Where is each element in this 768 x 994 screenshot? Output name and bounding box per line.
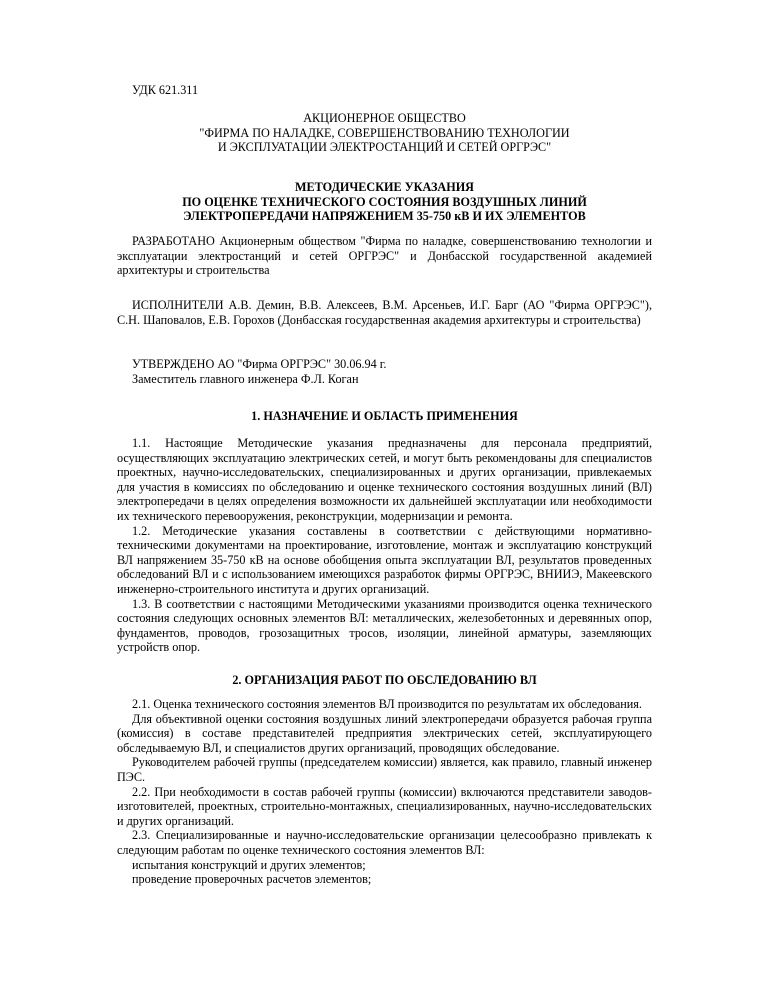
section-1-heading: 1. НАЗНАЧЕНИЕ И ОБЛАСТЬ ПРИМЕНЕНИЯ	[251, 409, 518, 423]
developed-block	[117, 234, 652, 278]
approved-line-1: УТВЕРЖДЕНО АО "Фирма ОРГРЭС" 30.06.94 г.	[132, 357, 387, 371]
section-2-paragraph: 2.2. При необходимости в состав рабочей группы (комиссии) включаются представители заводов-изготовителей, проектных, строительно-монтажных, специализированных, научно-исследовательских и других организаций.	[117, 784, 652, 828]
developed-text: РАЗРАБОТАНО Акционерным обществом "Фирма по наладке, совершенствованию технологии и эксплуатации электростанций и сетей ОРГРЭС" и Донбасской государственной академией архитектуры и строительства	[117, 234, 652, 278]
list-item: испытания конструкций и других элементов;	[132, 857, 366, 872]
udk-code: УДК 621.311	[132, 83, 199, 97]
approved-block	[117, 357, 652, 386]
org-line-3: И ЭКСПЛУАТАЦИИ ЭЛЕКТРОСТАНЦИЙ И СЕТЕЙ ОРГРЭС"	[217, 140, 552, 155]
organization-header	[117, 111, 652, 155]
org-line-1: АКЦИОНЕРНОЕ ОБЩЕСТВО	[303, 111, 466, 125]
section-2-heading: 2. ОРГАНИЗАЦИЯ РАБОТ ПО ОБСЛЕДОВАНИЮ ВЛ	[232, 673, 537, 687]
approved-line-2: Заместитель главного инженера Ф.Л. Коган	[132, 371, 359, 386]
section-2-body	[117, 697, 652, 887]
org-line-2: "ФИРМА ПО НАЛАДКЕ, СОВЕРШЕНСТВОВАНИЮ ТЕХНОЛОГИИ	[199, 125, 570, 140]
title-line-2: ПО ОЦЕНКЕ ТЕХНИЧЕСКОГО СОСТОЯНИЯ ВОЗДУШНЫХ ЛИНИЙ	[182, 194, 587, 209]
executors-text: ИСПОЛНИТЕЛИ А.В. Демин, В.В. Алексеев, В.М. Арсеньев, И.Г. Барг (АО "Фирма ОРГРЭС"), С.Н. Шаповалов, Е.В. Горохов (Донбасская государственная академия архитектуры и строительства)	[117, 298, 652, 327]
list-item: проведение проверочных расчетов элементов;	[132, 872, 372, 887]
title-line-3: ЭЛЕКТРОПЕРЕДАЧИ НАПРЯЖЕНИЕМ 35-750 кВ И ИХ ЭЛЕМЕНТОВ	[183, 209, 586, 224]
section-2-paragraph: Руководителем рабочей группы (председателем комиссии) является, как правило, главный инженер ПЭС.	[117, 755, 652, 784]
section-2-paragraph: 2.3. Специализированные и научно-исследовательские организации целесообразно привлекать к следующим работам по оценке технического состояния элементов ВЛ:	[117, 828, 652, 857]
document-title	[117, 180, 652, 224]
section-1-paragraph: 1.1. Настоящие Методические указания предназначены для персонала предприятий, осуществляющих эксплуатацию электрических сетей, и могут быть рекомендованы для специалистов проектных, научно-исследовательских, специализированных и других организации, привлекаемых для участия в комиссиях по обследованию и оценке технического состояния воздушных линий (ВЛ) электропередачи в целях определения возможности их дальнейшей эксплуатации или необходимости их технического перевооружения, реконструкции, модернизации и ремонта.	[117, 436, 652, 523]
executors-block	[117, 298, 652, 327]
section-2-paragraph: 2.1. Оценка технического состояния элементов ВЛ производится по результатам их обследования.	[132, 697, 642, 711]
section-1-paragraph: 1.3. В соответствии с настоящими Методическими указаниями производится оценка технического состояния следующих основных элементов ВЛ: металлических, железобетонных и деревянных опор, фундаментов, проводов, грозозащитных тросов, изоляции, линейной арматуры, заземляющих устройств опор.	[117, 596, 652, 655]
section-2-paragraph: Для объективной оценки состояния воздушных линий электропередачи образуется рабочая группа (комиссия) в составе представителей предприятия электрических сетей, эксплуатирующего обследываемую ВЛ, и специалистов других организаций, проводящих обследование.	[117, 711, 652, 755]
title-line-1: МЕТОДИЧЕСКИЕ УКАЗАНИЯ	[295, 180, 474, 194]
section-1-paragraph: 1.2. Методические указания составлены в соответствии с действующими нормативно-техническими документами на проектирование, изготовление, монтаж и эксплуатацию конструкций ВЛ напряжением 35-750 кВ на основе обобщения опыта эксплуатации ВЛ, результатов проведенных обследований ВЛ и с использованием имеющихся разработок фирмы ОРГРЭС, ВНИИЭ, Макеевского инженерно-строительного института и других организаций.	[117, 523, 652, 596]
section-1-body	[117, 436, 652, 655]
